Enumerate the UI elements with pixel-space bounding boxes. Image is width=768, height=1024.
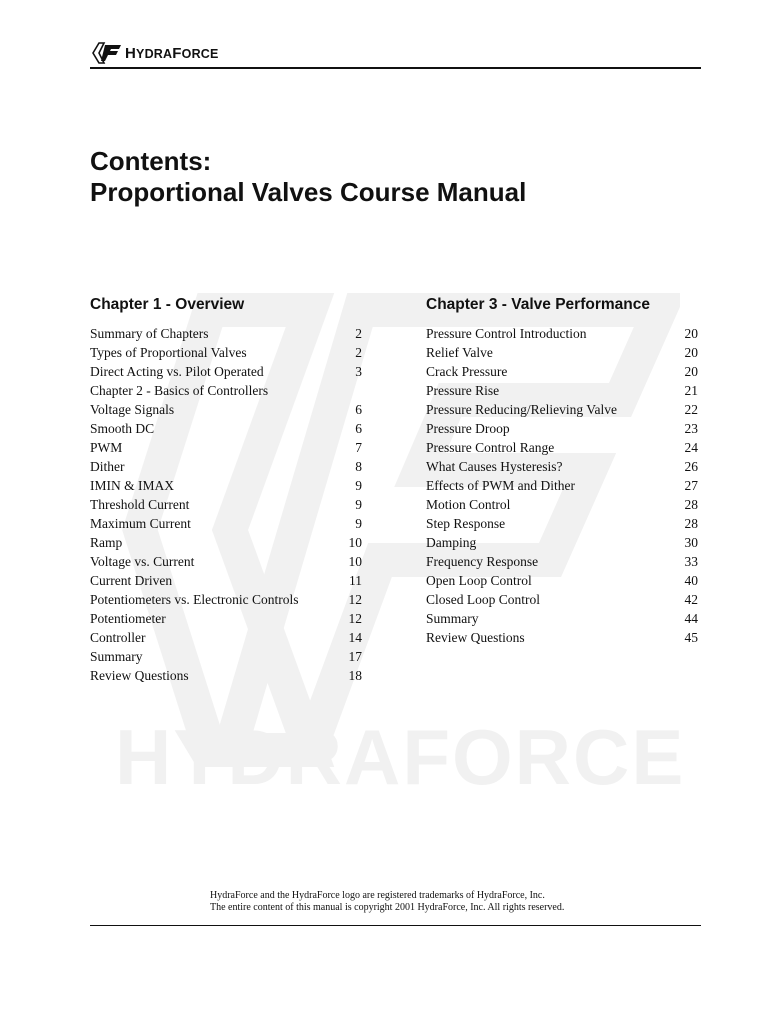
toc-entry-page: 18 bbox=[348, 668, 362, 683]
toc-entry[interactable] bbox=[426, 438, 698, 457]
toc-entry[interactable] bbox=[426, 533, 698, 552]
toc-entry-label: Review Questions bbox=[90, 668, 189, 683]
toc-entry[interactable] bbox=[90, 381, 362, 400]
toc-entry-page: 2 bbox=[355, 345, 362, 360]
toc-entry-label: Review Questions bbox=[426, 630, 525, 645]
copyright-line: The entire content of this manual is copyright 2001 HydraForce, Inc. All rights reserved. bbox=[210, 902, 565, 913]
page-title bbox=[90, 146, 526, 208]
toc-entry-label: Potentiometer bbox=[90, 611, 166, 626]
toc-entry-page: 11 bbox=[349, 573, 362, 588]
toc-entry[interactable] bbox=[90, 533, 362, 552]
toc-entry[interactable] bbox=[90, 495, 362, 514]
toc-entry[interactable] bbox=[426, 514, 698, 533]
toc-entry-label: Closed Loop Control bbox=[426, 592, 540, 607]
watermark-text: HYDRAFORCE bbox=[115, 713, 686, 801]
toc-entry[interactable] bbox=[90, 457, 362, 476]
page-header bbox=[90, 38, 701, 68]
toc-entry-page: 45 bbox=[684, 630, 698, 645]
toc-entry-page: 2 bbox=[355, 326, 362, 341]
toc-entry-page: 28 bbox=[684, 497, 698, 512]
toc-entry-page: 3 bbox=[355, 364, 362, 379]
toc-entry[interactable] bbox=[90, 590, 362, 609]
toc-entry-page: 20 bbox=[684, 364, 698, 379]
toc-entry[interactable] bbox=[426, 609, 698, 628]
toc-entry[interactable] bbox=[426, 343, 698, 362]
toc-entry-page: 7 bbox=[355, 440, 362, 455]
toc-entry[interactable] bbox=[90, 666, 362, 685]
toc-entry-page: 22 bbox=[684, 402, 698, 417]
toc-entry[interactable] bbox=[90, 628, 362, 647]
toc-entry[interactable] bbox=[90, 552, 362, 571]
toc-entry-page: 12 bbox=[348, 611, 362, 626]
toc-entry[interactable] bbox=[426, 400, 698, 419]
toc-entry[interactable] bbox=[426, 324, 698, 343]
toc-entry-label: Damping bbox=[426, 535, 477, 550]
chapter-heading: Chapter 3 - Valve Performance bbox=[426, 296, 650, 313]
toc-entry-label: Crack Pressure bbox=[426, 364, 508, 379]
toc-entry[interactable] bbox=[90, 438, 362, 457]
toc-entry-label: Threshold Current bbox=[90, 497, 190, 512]
contents-column-right bbox=[426, 295, 698, 647]
toc-entry-page: 42 bbox=[684, 592, 698, 607]
toc-entry-label: Frequency Response bbox=[426, 554, 539, 569]
toc-entry-page: 8 bbox=[355, 459, 362, 474]
toc-entry-label: Direct Acting vs. Pilot Operated bbox=[90, 364, 264, 379]
toc-entry-label: Effects of PWM and Dither bbox=[426, 478, 575, 493]
toc-entry-label: Current Driven bbox=[90, 573, 173, 588]
toc-entry[interactable] bbox=[90, 609, 362, 628]
toc-entry[interactable] bbox=[426, 381, 698, 400]
toc-entry-page: 17 bbox=[348, 649, 362, 664]
toc-entry-label: Summary bbox=[90, 649, 143, 664]
toc-entry-page: 44 bbox=[684, 611, 698, 626]
toc-entry-page: 10 bbox=[348, 554, 362, 569]
toc-list bbox=[426, 324, 698, 647]
hydraforce-logo bbox=[92, 41, 219, 65]
toc-entry-label: Open Loop Control bbox=[426, 573, 532, 588]
toc-entry-label: Voltage Signals bbox=[90, 402, 175, 417]
toc-entry-label: Step Response bbox=[426, 516, 506, 531]
toc-entry-page: 14 bbox=[348, 630, 362, 645]
toc-entry-label: Chapter 2 - Basics of Controllers bbox=[90, 383, 269, 398]
toc-entry[interactable] bbox=[426, 495, 698, 514]
toc-entry-page: 6 bbox=[355, 421, 362, 436]
copyright-notice bbox=[210, 890, 564, 914]
toc-entry-page: 9 bbox=[355, 497, 362, 512]
toc-entry[interactable] bbox=[426, 628, 698, 647]
toc-entry[interactable] bbox=[90, 400, 362, 419]
toc-entry[interactable] bbox=[90, 362, 362, 381]
toc-entry[interactable] bbox=[90, 324, 362, 343]
toc-entry-page: 30 bbox=[684, 535, 698, 550]
toc-entry[interactable] bbox=[426, 457, 698, 476]
toc-entry-page: 9 bbox=[355, 478, 362, 493]
toc-entry-page: 27 bbox=[684, 478, 698, 493]
toc-entry[interactable] bbox=[90, 343, 362, 362]
toc-entry-page: 33 bbox=[684, 554, 698, 569]
toc-entry-page: 24 bbox=[684, 440, 698, 455]
hydraforce-logo-icon bbox=[92, 41, 122, 65]
toc-entry[interactable] bbox=[426, 571, 698, 590]
toc-entry-page: 21 bbox=[684, 383, 698, 398]
toc-entry[interactable] bbox=[90, 571, 362, 590]
toc-entry-label: Pressure Droop bbox=[426, 421, 510, 436]
toc-entry-label: PWM bbox=[90, 440, 123, 455]
toc-entry[interactable] bbox=[426, 590, 698, 609]
toc-entry-page: 20 bbox=[684, 345, 698, 360]
toc-entry-label: Pressure Control Range bbox=[426, 440, 555, 455]
chapter-heading: Chapter 1 - Overview bbox=[90, 296, 245, 313]
toc-entry[interactable] bbox=[90, 647, 362, 666]
toc-entry-page: 9 bbox=[355, 516, 362, 531]
title-line-2: Proportional Valves Course Manual bbox=[90, 177, 527, 207]
title-line-1: Contents: bbox=[90, 146, 212, 176]
trademark-line: HydraForce and the HydraForce logo are registered trademarks of HydraForce, Inc. bbox=[210, 890, 545, 901]
contents-column-left bbox=[90, 295, 362, 685]
toc-list bbox=[90, 324, 362, 685]
toc-entry-label: Pressure Reducing/Relieving Valve bbox=[426, 402, 617, 417]
toc-entry-label: Motion Control bbox=[426, 497, 511, 512]
toc-entry[interactable] bbox=[90, 476, 362, 495]
brand-name: HYDRAFORCE bbox=[125, 44, 219, 62]
toc-entry-page: 10 bbox=[348, 535, 362, 550]
toc-entry-label: Voltage vs. Current bbox=[90, 554, 195, 569]
toc-entry-label: Pressure Rise bbox=[426, 383, 500, 398]
toc-entry[interactable] bbox=[426, 552, 698, 571]
toc-entry-label: Summary bbox=[426, 611, 479, 626]
toc-entry[interactable] bbox=[426, 476, 698, 495]
toc-entry-label: Relief Valve bbox=[426, 345, 493, 360]
toc-entry-label: Summary of Chapters bbox=[90, 326, 209, 341]
header-divider bbox=[90, 67, 701, 69]
toc-entry[interactable] bbox=[90, 419, 362, 438]
toc-entry-label: Types of Proportional Valves bbox=[90, 345, 247, 360]
toc-entry-page: 26 bbox=[684, 459, 698, 474]
toc-entry-label: IMIN & IMAX bbox=[90, 478, 174, 493]
toc-entry-label: Smooth DC bbox=[90, 421, 155, 436]
footer-divider bbox=[90, 925, 701, 926]
toc-entry-page: 20 bbox=[684, 326, 698, 341]
toc-entry-label: Controller bbox=[90, 630, 146, 645]
toc-entry-label: Potentiometers vs. Electronic Controls bbox=[90, 592, 299, 607]
toc-entry[interactable] bbox=[90, 514, 362, 533]
toc-entry-page: 23 bbox=[684, 421, 698, 436]
toc-entry-page: 28 bbox=[684, 516, 698, 531]
toc-entry-label: Pressure Control Introduction bbox=[426, 326, 587, 341]
toc-entry-label: Dither bbox=[90, 459, 125, 474]
toc-entry-label: What Causes Hysteresis? bbox=[426, 459, 563, 474]
toc-entry-label: Maximum Current bbox=[90, 516, 191, 531]
toc-entry-page: 40 bbox=[684, 573, 698, 588]
toc-entry-label: Ramp bbox=[90, 535, 123, 550]
toc-entry[interactable] bbox=[426, 419, 698, 438]
toc-entry-page: 6 bbox=[355, 402, 362, 417]
toc-entry-page: 12 bbox=[348, 592, 362, 607]
toc-entry[interactable] bbox=[426, 362, 698, 381]
